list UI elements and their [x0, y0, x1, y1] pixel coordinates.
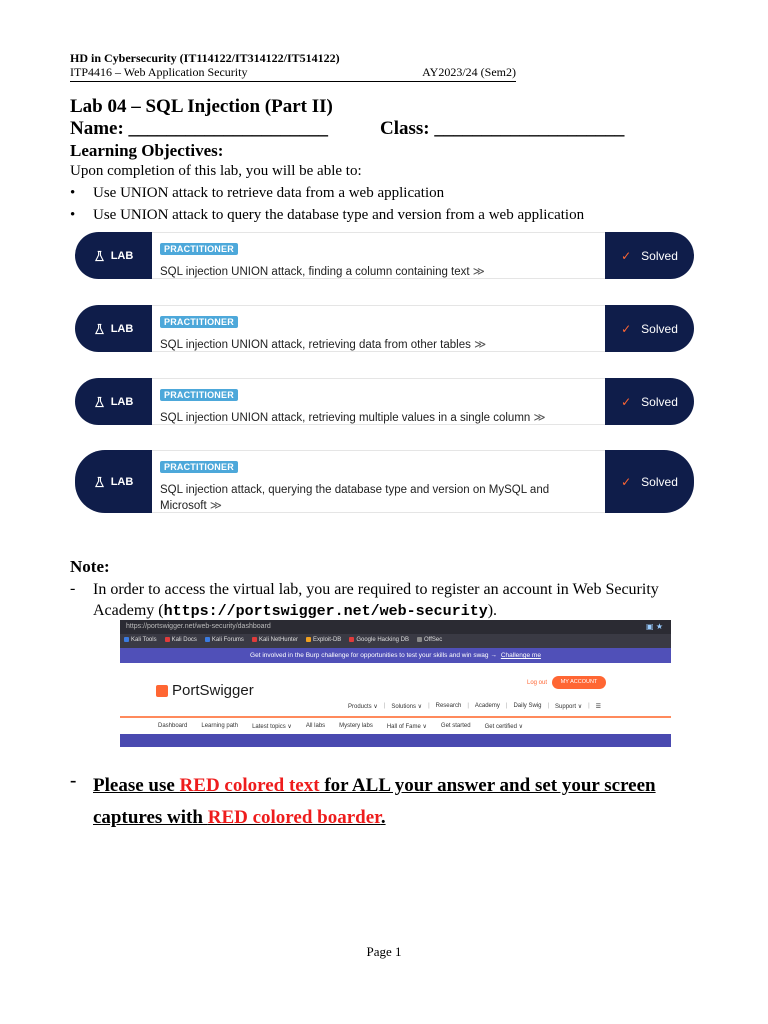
menu-icon: ☰ — [595, 704, 602, 710]
lab-title-link[interactable] — [160, 337, 605, 353]
bookmark-icon — [205, 637, 210, 642]
top-nav-item: Academy — [474, 703, 500, 709]
bookmark-icon — [417, 637, 422, 642]
bookmark-label: OffSec — [424, 637, 443, 644]
instruction-text — [93, 770, 693, 834]
sub-nav — [158, 723, 523, 730]
bookmark-icon — [306, 637, 311, 642]
bookmark-item — [205, 637, 244, 648]
top-nav-item: Research — [435, 703, 462, 709]
lab-card[interactable] — [75, 378, 694, 425]
hero-strip — [120, 734, 671, 747]
module-header — [70, 65, 516, 82]
bookmark-icon — [165, 637, 170, 642]
level-badge: PRACTITIONER — [160, 461, 238, 473]
lab-title: SQL injection attack, querying the database type and version on MySQL and Microsoft — [160, 484, 550, 512]
bookmark-item — [349, 637, 409, 648]
instruction-red2: RED colored boarder — [207, 807, 381, 828]
address-url: https://portswigger.net/web-security/dashboard — [126, 623, 271, 630]
lab-info — [152, 305, 605, 352]
lab-tag — [75, 305, 152, 352]
sub-nav-item: Learning path — [201, 723, 239, 729]
course-header: HD in Cybersecurity (IT114122/IT314122/IT514122) — [70, 51, 340, 65]
star-icon: ▣ ★ — [646, 622, 663, 631]
instruction-part3: . — [380, 807, 386, 828]
chevron-right-icon: ≫ — [209, 500, 222, 512]
top-nav: Products ∨ | Solutions ∨ | Research | Academy | Daily Swig | Support ∨ | ☰ — [348, 703, 602, 710]
lab-title: SQL injection UNION attack, retrieving data from other tables — [160, 339, 471, 351]
lab-status-label: Solved — [641, 321, 678, 336]
instruction-dash: - — [70, 770, 77, 791]
academic-year: AY2023/24 (Sem2) — [422, 65, 516, 79]
note-text-after: ). — [487, 602, 498, 619]
sub-nav-item: All labs — [305, 723, 326, 729]
lab-tag-label: LAB — [110, 249, 134, 262]
chevron-right-icon: ≫ — [472, 266, 485, 278]
page-title: Lab 04 – SQL Injection (Part II) — [70, 96, 333, 117]
lab-tag — [75, 232, 152, 279]
bookmark-icon — [349, 637, 354, 642]
chevron-right-icon: ≫ — [533, 412, 546, 424]
logo-icon — [156, 685, 168, 697]
portswigger-logo — [156, 682, 254, 699]
level-badge: PRACTITIONER — [160, 389, 238, 401]
bookmark-label: Kali Docs — [171, 637, 197, 644]
sub-nav-item: Dashboard — [158, 723, 188, 729]
instruction-part1: Please use — [93, 775, 180, 796]
bookmark-label: Kali NetHunter — [258, 637, 298, 644]
lab-title-link[interactable] — [160, 410, 605, 426]
promo-banner — [120, 648, 671, 663]
top-nav-item: Support ∨ — [555, 704, 583, 710]
lab-tag-label: LAB — [110, 322, 134, 335]
level-badge: PRACTITIONER — [160, 316, 238, 328]
lab-tag-label: LAB — [110, 475, 134, 488]
bookmark-label: Kali Tools — [131, 637, 157, 644]
check-icon: ✓ — [621, 248, 632, 263]
bookmark-label: Exploit-DB — [312, 637, 342, 644]
check-icon: ✓ — [621, 321, 632, 336]
portswigger-screenshot — [120, 620, 671, 747]
check-icon: ✓ — [621, 394, 632, 409]
account-button: MY ACCOUNT — [552, 676, 606, 689]
flask-icon — [94, 476, 105, 488]
lab-tag — [75, 378, 152, 425]
bookmark-item — [306, 637, 341, 648]
lab-status-label: Solved — [641, 394, 678, 409]
banner-text: Get involved in the Burp challenge for opportunities to test your skills and win swag → — [250, 652, 497, 659]
page-number: Page 1 — [366, 944, 402, 959]
name-class-row — [70, 118, 670, 140]
lab-tag-label: LAB — [110, 395, 134, 408]
logo-text: PortSwigger — [172, 682, 254, 699]
bookmark-icon — [252, 637, 257, 642]
instruction-part2: for ALL your answer and set your screen captures with — [93, 775, 656, 828]
lab-title-link[interactable] — [160, 482, 605, 514]
level-badge: PRACTITIONER — [160, 243, 238, 255]
lab-status-label: Solved — [641, 248, 678, 263]
lab-status — [605, 378, 694, 425]
lab-title: SQL injection UNION attack, retrieving multiple values in a single column — [160, 412, 531, 424]
lab-info — [152, 378, 605, 425]
sub-nav-item: Get certified ∨ — [484, 724, 524, 730]
instruction-red1: RED colored text — [179, 775, 320, 796]
sub-nav-item: Get started — [440, 723, 471, 729]
lab-title: SQL injection UNION attack, finding a column containing text — [160, 266, 470, 278]
note-dash: - — [70, 580, 76, 597]
lab-info — [152, 450, 605, 513]
name-field: Name: _____________________ — [70, 118, 329, 139]
portswigger-link[interactable]: https://portswigger.net/web-security — [163, 603, 488, 620]
objectives-intro: Upon completion of this lab, you will be able to: — [70, 163, 362, 179]
objectives-heading: Learning Objectives: — [70, 141, 224, 160]
bookmarks-bar — [120, 634, 671, 648]
logout-link: Log out — [527, 680, 548, 686]
lab-status — [605, 450, 694, 513]
lab-card[interactable] — [75, 305, 694, 352]
chevron-right-icon: ≫ — [474, 339, 487, 351]
flask-icon — [94, 323, 105, 335]
lab-status-label: Solved — [641, 474, 678, 489]
bookmark-label: Google Hacking DB — [356, 637, 410, 644]
bookmark-icon — [124, 637, 129, 642]
sub-nav-item: Hall of Fame ∨ — [386, 724, 427, 730]
bookmark-item — [417, 637, 442, 648]
lab-tag — [75, 450, 152, 513]
lab-status — [605, 232, 694, 279]
bullet-icon: • — [70, 185, 76, 201]
module-name: ITP4416 – Web Application Security — [70, 65, 248, 79]
flask-icon — [94, 250, 105, 262]
sub-nav-item: Latest topics ∨ — [252, 724, 292, 730]
divider — [120, 716, 671, 718]
bullet-icon: • — [70, 207, 76, 223]
lab-card[interactable] — [75, 232, 694, 279]
top-nav-item: Solutions ∨ — [391, 704, 423, 710]
lab-status — [605, 305, 694, 352]
bookmark-item — [252, 637, 298, 648]
sub-nav-item: Mystery labs — [339, 723, 373, 729]
note-heading: Note: — [70, 557, 110, 576]
class-field: Class: ____________________ — [380, 118, 625, 139]
top-nav-item: Daily Swig — [513, 703, 542, 709]
address-bar — [120, 620, 671, 634]
lab-info — [152, 232, 605, 279]
bookmark-item — [165, 637, 197, 648]
top-nav-item: Products ∨ — [348, 704, 378, 710]
objective-text: Use UNION attack to query the database type and version from a web application — [93, 207, 585, 223]
bookmark-label: Kali Forums — [211, 637, 244, 644]
bookmark-item — [124, 637, 157, 648]
banner-cta: Challenge me — [500, 652, 541, 659]
note-text — [93, 579, 683, 622]
lab-title-link[interactable] — [160, 264, 605, 280]
lab-card[interactable] — [75, 450, 694, 513]
flask-icon — [94, 396, 105, 408]
objective-text: Use UNION attack to retrieve data from a web application — [93, 185, 445, 201]
check-icon: ✓ — [621, 474, 632, 489]
note-text-before: In order to access the virtual lab, you are required to register an account in Web Security Academy ( — [93, 581, 659, 619]
